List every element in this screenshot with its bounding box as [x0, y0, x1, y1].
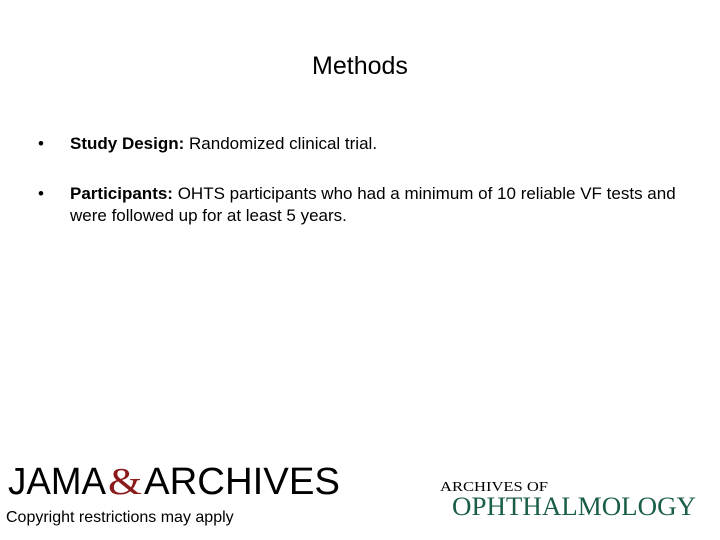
bullet-body: OHTS participants who had a minimum of 10 reliable VF tests and were followed up for at least 5 years.	[70, 184, 676, 225]
bullet-text	[70, 183, 710, 227]
bullet-marker: •	[38, 134, 44, 153]
bullet-label: Participants:	[70, 184, 173, 203]
ophthalmology-logo-text: OPHTHALMOLOGY	[452, 492, 697, 518]
copyright-notice: Copyright restrictions may apply	[6, 509, 234, 526]
page-title	[0, 52, 720, 81]
bullet-marker: •	[38, 184, 44, 203]
bullet-text	[70, 133, 710, 155]
archives-logo-text: ARCHIVES	[144, 461, 340, 502]
archives-of-ophthalmology-logo	[438, 478, 700, 518]
jama-logo-text: JAMA	[8, 461, 107, 502]
bullet-body: Randomized clinical trial.	[184, 134, 378, 153]
jama-archives-logo	[8, 458, 340, 502]
bullet-label: Study Design:	[70, 134, 185, 153]
page-title-text: Methods	[312, 52, 408, 80]
ampersand-logo-text: &	[108, 461, 142, 502]
archives-of-logo-text: ARCHIVES OF	[440, 480, 549, 495]
